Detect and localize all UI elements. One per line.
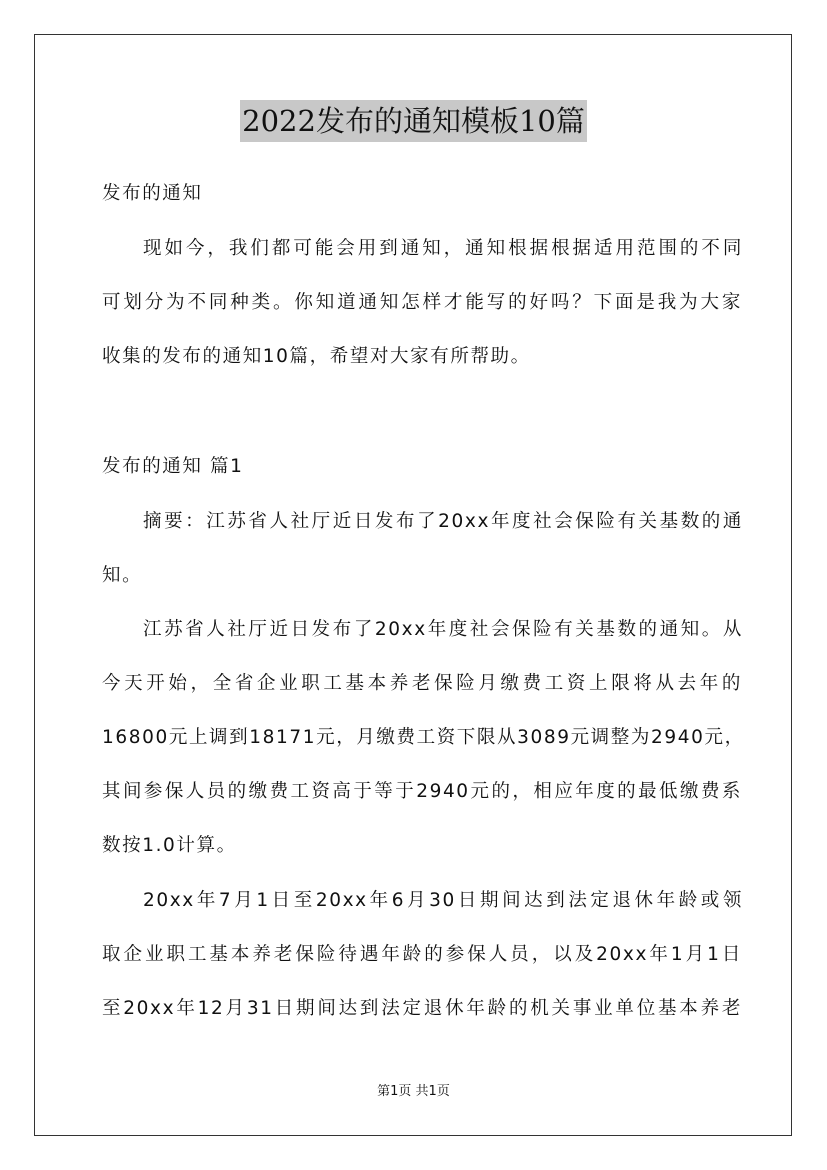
part-heading: 发布的通知 篇1 (102, 456, 244, 477)
abstract-line-2: 知。 (102, 565, 143, 586)
page-number-footer: 第1页 共1页 (377, 1084, 450, 1099)
section-heading: 发布的通知 (102, 183, 203, 204)
document-title: 2022发布的通知模板10篇 (240, 100, 587, 142)
body1-line-5: 数按1.0计算。 (102, 835, 237, 856)
body1-line-3: 16800元上调到18171元，月缴费工资下限从3089元调整为2940元， (102, 727, 745, 748)
body1-line-4: 其间参保人员的缴费工资高于等于2940元的，相应年度的最低缴费系 (102, 781, 742, 802)
body1-line-1: 江苏省人社厅近日发布了20xx年度社会保险有关基数的通知。从 (143, 619, 743, 640)
body1-line-2: 今天开始，全省企业职工基本养老保险月缴费工资上限将从去年的 (102, 673, 742, 694)
intro-line-3: 收集的发布的通知10篇，希望对大家有所帮助。 (102, 346, 531, 367)
body2-line-2: 取企业职工基本养老保险待遇年龄的参保人员，以及20xx年1月1日 (102, 944, 742, 965)
intro-line-1: 现如今，我们都可能会用到通知，通知根据根据适用范围的不同 (143, 238, 743, 259)
intro-line-2: 可划分为不同种类。你知道通知怎样才能写的好吗？下面是我为大家 (102, 292, 742, 313)
body2-line-3: 至20xx年12月31日期间达到法定退休年龄的机关事业单位基本养老 (102, 998, 742, 1019)
abstract-line-1: 摘要：江苏省人社厅近日发布了20xx年度社会保险有关基数的通 (143, 511, 743, 532)
body2-line-1: 20xx年7月1日至20xx年6月30日期间达到法定退休年龄或领 (143, 890, 743, 911)
title-container (0, 100, 827, 142)
